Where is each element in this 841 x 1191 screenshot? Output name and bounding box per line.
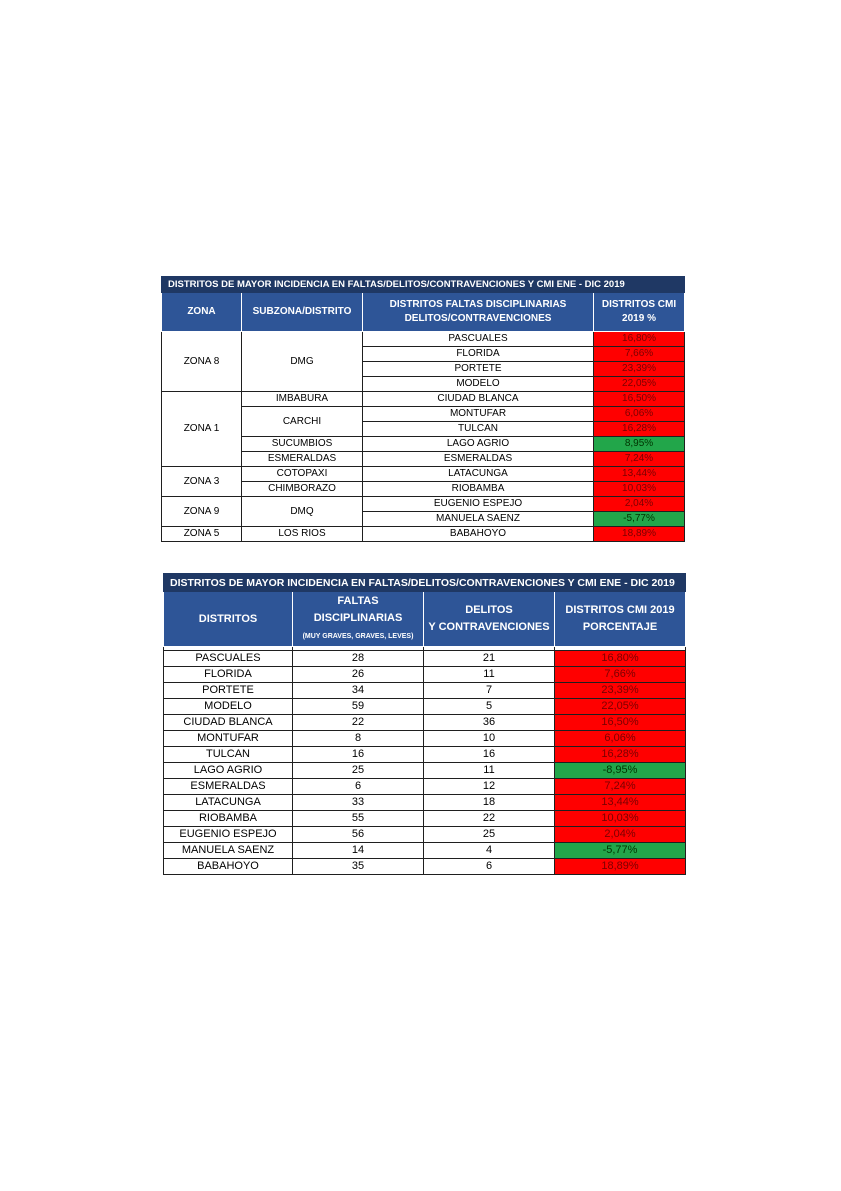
- cmi-cell: 8,95%: [594, 437, 685, 452]
- subzona-cell: ESMERALDAS: [242, 452, 363, 467]
- distrito-cell: PORTETE: [164, 683, 293, 699]
- cmi-cell: 7,24%: [594, 452, 685, 467]
- distrito-cell: MODELO: [363, 377, 594, 392]
- subzona-cell: CARCHI: [242, 407, 363, 437]
- cmi-cell: 16,50%: [594, 392, 685, 407]
- cmi-cell: 22,05%: [594, 377, 685, 392]
- zona-cell: ZONA 5: [162, 527, 242, 542]
- distrito-cell: ESMERALDAS: [164, 779, 293, 795]
- cmi-cell: 16,28%: [594, 422, 685, 437]
- distrito-cell: EUGENIO ESPEJO: [363, 497, 594, 512]
- faltas-cell: 16: [293, 747, 424, 763]
- table2-title: DISTRITOS DE MAYOR INCIDENCIA EN FALTAS/DELITOS/CONTRAVENCIONES Y CMI ENE - DIC 2019: [164, 574, 686, 592]
- cmi-cell: 7,66%: [594, 347, 685, 362]
- distrito-cell: EUGENIO ESPEJO: [164, 827, 293, 843]
- table-row: [164, 811, 686, 827]
- faltas-cell: 35: [293, 859, 424, 875]
- cmi-cell: 16,80%: [594, 332, 685, 347]
- delitos-cell: 18: [424, 795, 555, 811]
- distrito-cell: CIUDAD BLANCA: [363, 392, 594, 407]
- distrito-cell: MANUELA SAENZ: [363, 512, 594, 527]
- faltas-cell: 55: [293, 811, 424, 827]
- faltas-cell: 59: [293, 699, 424, 715]
- cmi-cell: 18,89%: [555, 859, 686, 875]
- distrito-cell: PASCUALES: [363, 332, 594, 347]
- cmi-cell: 7,66%: [555, 667, 686, 683]
- distrito-cell: CIUDAD BLANCA: [164, 715, 293, 731]
- cmi-cell: 16,28%: [555, 747, 686, 763]
- distrito-cell: ESMERALDAS: [363, 452, 594, 467]
- subzona-cell: SUCUMBIOS: [242, 437, 363, 452]
- cmi-cell: -8,95%: [555, 763, 686, 779]
- cmi-cell: -5,77%: [555, 843, 686, 859]
- faltas-cell: 14: [293, 843, 424, 859]
- cmi-cell: 13,44%: [555, 795, 686, 811]
- subzona-cell: IMBABURA: [242, 392, 363, 407]
- delitos-cell: 12: [424, 779, 555, 795]
- distrito-cell: BABAHOYO: [363, 527, 594, 542]
- distrito-cell: MODELO: [164, 699, 293, 715]
- distrito-cell: RIOBAMBA: [363, 482, 594, 497]
- distrito-cell: FLORIDA: [363, 347, 594, 362]
- faltas-cell: 28: [293, 651, 424, 667]
- table-row: [162, 392, 685, 407]
- table-row: [164, 747, 686, 763]
- cmi-cell: 16,80%: [555, 651, 686, 667]
- distrito-cell: LATACUNGA: [164, 795, 293, 811]
- cmi-cell: 10,03%: [594, 482, 685, 497]
- delitos-cell: 11: [424, 763, 555, 779]
- distrito-cell: FLORIDA: [164, 667, 293, 683]
- header-faltas: FALTAS DISCIPLINARIAS (MUY GRAVES, GRAVES, LEVES): [293, 592, 424, 647]
- cmi-cell: 2,04%: [555, 827, 686, 843]
- cmi-cell: -5,77%: [594, 512, 685, 527]
- faltas-cell: 8: [293, 731, 424, 747]
- table-row: [162, 332, 685, 347]
- table-row: [162, 467, 685, 482]
- faltas-cell: 22: [293, 715, 424, 731]
- cmi-cell: 22,05%: [555, 699, 686, 715]
- delitos-cell: 11: [424, 667, 555, 683]
- table-row: [164, 763, 686, 779]
- table-row: [164, 651, 686, 667]
- distrito-cell: MONTUFAR: [164, 731, 293, 747]
- subzona-cell: DMG: [242, 332, 363, 392]
- distrito-cell: LAGO AGRIO: [363, 437, 594, 452]
- distrito-cell: TULCAN: [363, 422, 594, 437]
- distrito-cell: LATACUNGA: [363, 467, 594, 482]
- delitos-cell: 16: [424, 747, 555, 763]
- cmi-cell: 10,03%: [555, 811, 686, 827]
- distrito-cell: TULCAN: [164, 747, 293, 763]
- table-row: [164, 667, 686, 683]
- faltas-cell: 56: [293, 827, 424, 843]
- distrito-cell: LAGO AGRIO: [164, 763, 293, 779]
- zona-cell: ZONA 9: [162, 497, 242, 527]
- delitos-cell: 10: [424, 731, 555, 747]
- delitos-cell: 22: [424, 811, 555, 827]
- distrito-cell: PASCUALES: [164, 651, 293, 667]
- header-cmi: DISTRITOS CMI 2019 PORCENTAJE: [555, 592, 686, 647]
- header-subzona: SUBZONA/DISTRITO: [242, 293, 363, 332]
- delitos-cell: 21: [424, 651, 555, 667]
- table-row: [162, 527, 685, 542]
- faltas-cell: 6: [293, 779, 424, 795]
- table-row: [164, 715, 686, 731]
- distrito-cell: PORTETE: [363, 362, 594, 377]
- table-row: [162, 497, 685, 512]
- delitos-cell: 36: [424, 715, 555, 731]
- faltas-cell: 33: [293, 795, 424, 811]
- subzona-cell: LOS RIOS: [242, 527, 363, 542]
- cmi-cell: 7,24%: [555, 779, 686, 795]
- delitos-cell: 5: [424, 699, 555, 715]
- cmi-cell: 23,39%: [555, 683, 686, 699]
- distrito-cell: MONTUFAR: [363, 407, 594, 422]
- distrito-cell: BABAHOYO: [164, 859, 293, 875]
- delitos-cell: 6: [424, 859, 555, 875]
- table-row: [164, 779, 686, 795]
- distrito-cell: MANUELA SAENZ: [164, 843, 293, 859]
- header-distritos: DISTRITOS: [164, 592, 293, 647]
- table-row: [164, 827, 686, 843]
- cmi-cell: 23,39%: [594, 362, 685, 377]
- header-cmi: DISTRITOS CMI 2019 %: [594, 293, 685, 332]
- subzona-cell: COTOPAXI: [242, 467, 363, 482]
- delitos-cell: 7: [424, 683, 555, 699]
- faltas-cell: 26: [293, 667, 424, 683]
- zona-cell: ZONA 8: [162, 332, 242, 392]
- faltas-cell: 34: [293, 683, 424, 699]
- header-delitos: DELITOS Y CONTRAVENCIONES: [424, 592, 555, 647]
- table-row: [164, 859, 686, 875]
- header-zona: ZONA: [162, 293, 242, 332]
- table-row: [164, 699, 686, 715]
- header-distritos: DISTRITOS FALTAS DISCIPLINARIAS DELITOS/CONTRAVENCIONES: [363, 293, 594, 332]
- zona-cell: ZONA 3: [162, 467, 242, 497]
- subzona-cell: CHIMBORAZO: [242, 482, 363, 497]
- zona-cell: ZONA 1: [162, 392, 242, 467]
- table-row: [164, 843, 686, 859]
- distritos-faltas-table: [163, 573, 686, 875]
- delitos-cell: 25: [424, 827, 555, 843]
- cmi-cell: 16,50%: [555, 715, 686, 731]
- table-row: [164, 795, 686, 811]
- zona-distrito-table: [161, 276, 685, 542]
- table-row: [164, 683, 686, 699]
- distrito-cell: RIOBAMBA: [164, 811, 293, 827]
- cmi-cell: 18,89%: [594, 527, 685, 542]
- cmi-cell: 2,04%: [594, 497, 685, 512]
- table-row: [164, 731, 686, 747]
- faltas-cell: 25: [293, 763, 424, 779]
- cmi-cell: 6,06%: [594, 407, 685, 422]
- cmi-cell: 6,06%: [555, 731, 686, 747]
- table1-title: DISTRITOS DE MAYOR INCIDENCIA EN FALTAS/DELITOS/CONTRAVENCIONES Y CMI ENE - DIC 2019: [162, 277, 685, 293]
- subzona-cell: DMQ: [242, 497, 363, 527]
- delitos-cell: 4: [424, 843, 555, 859]
- cmi-cell: 13,44%: [594, 467, 685, 482]
